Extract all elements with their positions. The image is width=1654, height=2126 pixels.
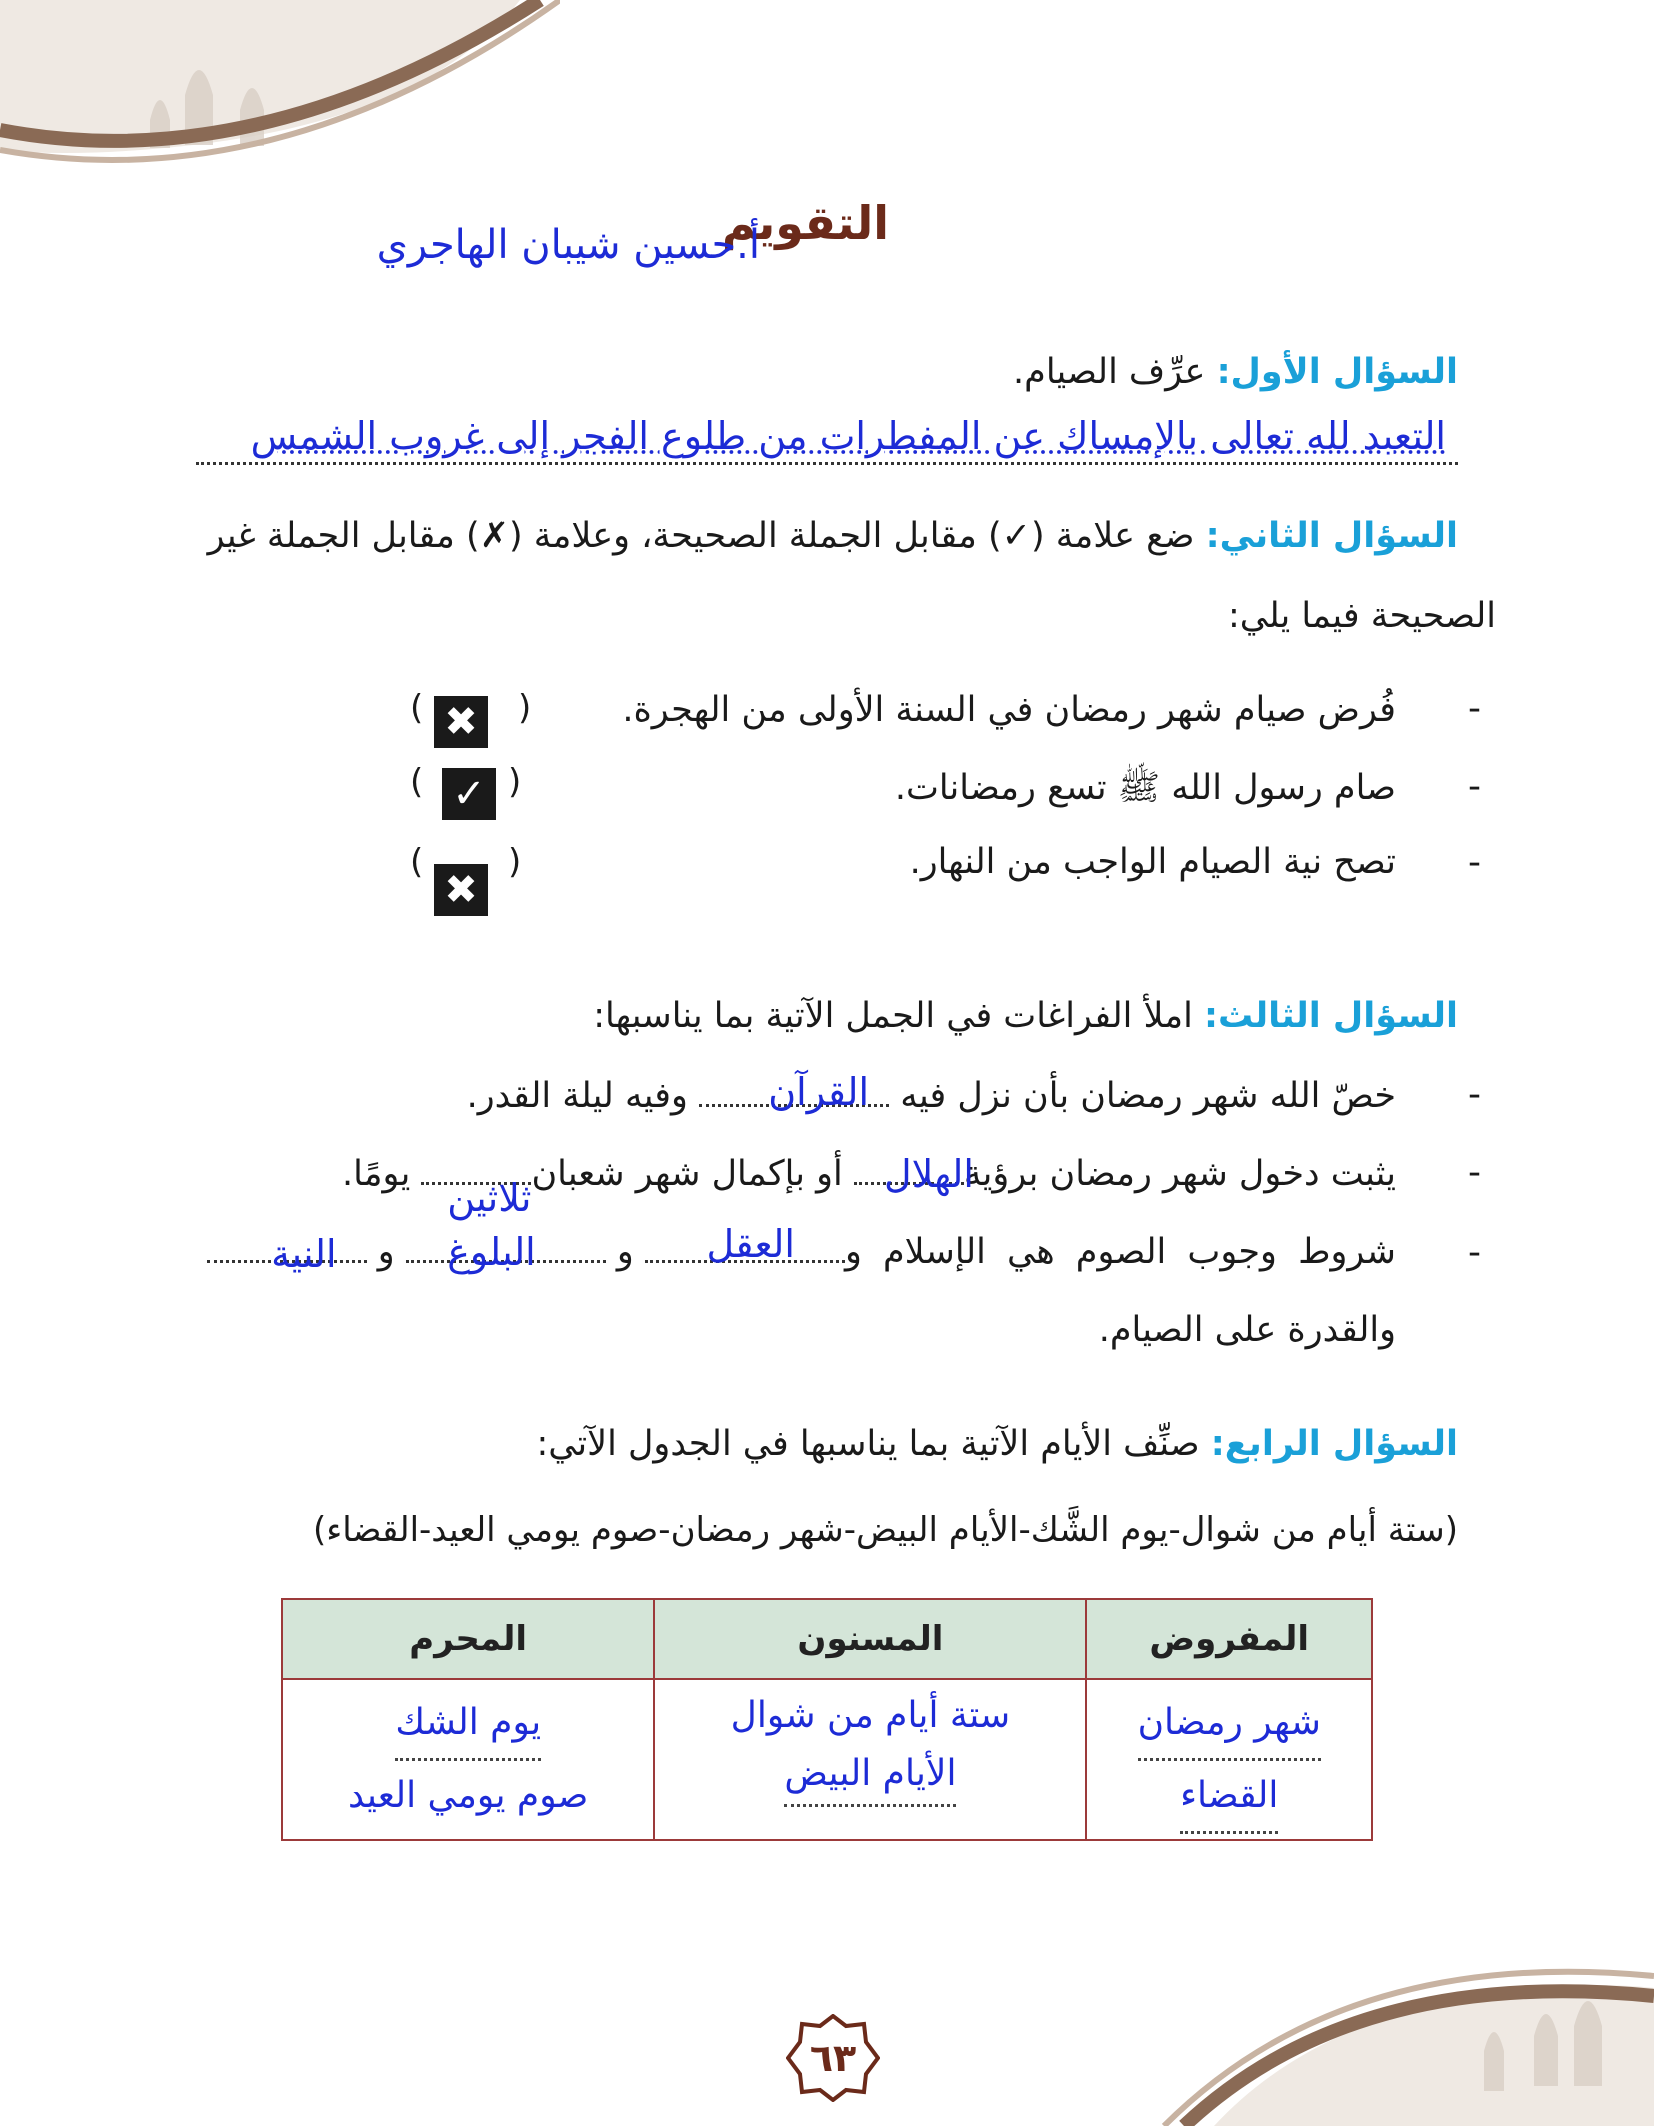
page-number: ٦٣	[809, 2036, 857, 2080]
question-4-prompt: صنِّف الأيام الآتية بما يناسبها في الجدول الآتي:	[536, 1424, 1200, 1464]
question-1-answer: التعبد لله تعالى بالإمساك عن المفطرات من طلوع الفجر إلى غروب الشمس	[250, 414, 1446, 458]
cell-mafrood	[1086, 1679, 1372, 1840]
header-masnoon: المسنون	[654, 1599, 1086, 1679]
classification-table	[281, 1598, 1373, 1841]
paren-open: (	[518, 688, 532, 728]
answer-eid-days: صوم يومي العيد	[348, 1775, 589, 1816]
question-4-label: السؤال الرابع:	[1210, 1424, 1458, 1464]
cross-mark-icon: ✖	[434, 864, 488, 916]
corner-ornament-bottom-right	[1154, 1956, 1654, 2126]
paren-close: )	[410, 762, 424, 802]
fill-sentence-3-cont: والقدرة على الصيام.	[1098, 1310, 1396, 1350]
answer-qada: القضاء	[1180, 1761, 1278, 1834]
fill-sentence-2: يثبت دخول شهر رمضان برؤية الهلال أو بإكمال شهر شعبان ثلاثين يومًا.	[341, 1152, 1396, 1220]
question-2	[208, 516, 1458, 556]
page-title: التقويم	[721, 196, 889, 250]
answer-ramadan: شهر رمضان	[1138, 1688, 1321, 1761]
question-3-label: السؤال الثالث:	[1203, 996, 1458, 1036]
answer-six-shawwal: ستة أيام من شوال	[730, 1695, 1011, 1736]
statement-2: صام رسول الله ﷺ تسع رمضانات.	[894, 768, 1396, 808]
cross-mark-icon: ✖	[434, 696, 488, 748]
check-mark-icon: ✓	[442, 768, 496, 820]
bullet: -	[1468, 688, 1481, 729]
question-2-prompt-cont: الصحيحة فيما يلي:	[1228, 596, 1496, 636]
answer-thalathin: ثلاثين	[447, 1176, 532, 1220]
bullet: -	[1468, 842, 1481, 883]
question-2-label: السؤال الثاني:	[1205, 516, 1458, 556]
paren-open: (	[508, 842, 522, 882]
author-name: أ.حسين شيبان الهاجري	[376, 222, 760, 268]
answer-bulugh: البلوغ	[447, 1230, 536, 1274]
question-1-prompt: عرِّف الصيام.	[1013, 352, 1206, 392]
header-mafrood: المفروض	[1086, 1599, 1372, 1679]
question-1	[1013, 352, 1458, 392]
paren-open: (	[508, 762, 522, 802]
cell-muharram	[282, 1679, 654, 1840]
bullet: -	[1468, 1232, 1481, 1273]
statement-1: فُرض صيام شهر رمضان في السنة الأولى من الهجرة.	[622, 690, 1396, 730]
answer-hilal: الهلال	[883, 1152, 974, 1196]
question-1-label: السؤال الأول:	[1216, 352, 1458, 392]
question-3	[593, 996, 1458, 1036]
question-4	[536, 1424, 1458, 1464]
answer-niyyah: النية	[271, 1232, 337, 1276]
question-2-prompt: ضع علامة (✓) مقابل الجملة الصحيحة، وعلامة (✗) مقابل الجملة غير	[207, 516, 1195, 556]
corner-ornament-top-left	[0, 0, 560, 170]
fill-sentence-3: شروط وجوب الصوم هي الإسلام و العقل و البلوغ و النية	[207, 1232, 1396, 1272]
answer-white-days: الأيام البيض	[784, 1744, 956, 1807]
paren-close: )	[410, 688, 424, 728]
bullet: -	[1468, 766, 1481, 807]
cell-masnoon	[654, 1679, 1086, 1840]
answer-quran: القرآن	[768, 1070, 870, 1114]
question-3-prompt: املأ الفراغات في الجمل الآتية بما يناسبها:	[593, 996, 1193, 1036]
fill-sentence-1: خصّ الله شهر رمضان بأن نزل فيه القرآن وفيه ليلة القدر.	[466, 1070, 1396, 1116]
paren-close: )	[410, 842, 424, 882]
bullet: -	[1468, 1152, 1481, 1193]
header-muharram: المحرم	[282, 1599, 654, 1679]
answer-doubt-day: يوم الشك	[395, 1688, 541, 1761]
answer-aql: العقل	[706, 1222, 795, 1266]
statement-3: تصح نية الصيام الواجب من النهار.	[909, 842, 1396, 882]
question-4-options: (ستة أيام من شوال-يوم الشَّك-الأيام البيض-شهر رمضان-صوم يومي العيد-القضاء)	[312, 1510, 1458, 1550]
bullet: -	[1468, 1074, 1481, 1115]
